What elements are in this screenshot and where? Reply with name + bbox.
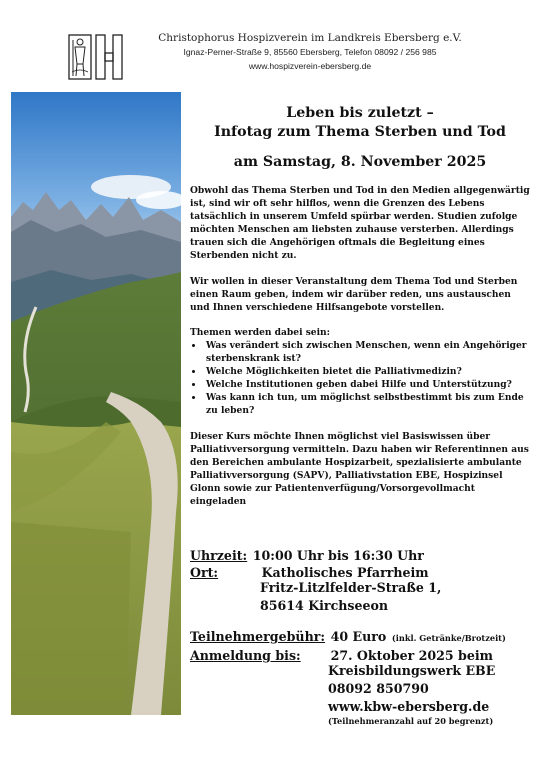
organization-name: Christophorus Hospizverein im Landkreis Ebersberg e.V. [158,32,462,44]
registration-label: Anmeldung bis: [190,648,301,663]
place-line2: Fritz-Litzlfelder-Straße 1, [260,580,442,595]
time-label: Uhrzeit: [190,548,248,563]
registration-phone: 08092 850790 [328,681,429,696]
course-paragraph: Dieser Kurs möchte Ihnen möglichst viel Basiswissen über Palliativversorgung vermitteln. Dazu haben wir Referentinnen aus den Bereichen ambulante Hospizarbeit, spezialisierte ambulante Palliativversorgung (SAPV), Palliativstation EBE, Hospizinsel Glonn sowie zur Patientenverfügung/Vorsorgevollmacht eingeladen [190,430,529,507]
letterhead [0,0,543,80]
fee-label: Teilnehmergebühr: [190,629,326,644]
main-text [190,104,530,520]
list-item: • Welche Institutionen geben dabei Hilfe und Unterstützung? [204,378,530,391]
place-line3: 85614 Kirchseeon [260,598,389,613]
purpose-paragraph: Wir wollen in dieser Veranstaltung dem Thema Tod und Sterben einen Raum geben, indem wir darüber reden, uns austauschen und Ihnen verschiedene Hilfsangebote vorstellen. [190,275,518,313]
place-label: Ort: [190,565,219,580]
mountain-path-photo [11,92,181,715]
fee-note: (inkl. Getränke/Brotzeit) [391,633,506,643]
topics-heading: Themen werden dabei sein: [190,326,331,338]
registration-deadline: 27. Oktober 2025 beim [330,648,493,663]
place-line1: Katholisches Pfarrheim [261,565,429,580]
event-title-line2: Infotag zum Thema Sterben und Tod [214,124,506,140]
list-item: • Was verändert sich zwischen Menschen, wenn ein Angehöriger sterbenskrank ist? [204,339,530,365]
event-date: am Samstag, 8. November 2025 [233,154,487,170]
time-value: 10:00 Uhr bis 16:30 Uhr [252,548,424,563]
list-item: • Welche Möglichkeiten bietet die Palliativmedizin? [204,365,530,378]
hospizverein-logo-icon [68,34,126,80]
topics-list [190,339,530,418]
registration-org: Kreisbildungswerk EBE [328,663,496,678]
registration-note: (Teilnehmeranzahl auf 20 begrenzt) [328,716,494,726]
organization-website[interactable]: www.hospizverein-ebersberg.de [248,61,372,71]
event-title-line1: Leben bis zuletzt – [286,105,434,121]
fee-value: 40 Euro [330,629,387,644]
list-item: • Was kann ich tun, um möglichst selbstbestimmt bis zum Ende zu leben? [204,391,530,417]
intro-paragraph: Obwohl das Thema Sterben und Tod in den Medien allgegenwärtig ist, sind wir oft sehr hilflos, wenn die Grenzen des Lebens tatsächlich in unserem Umfeld spürbar werden. Studien zufolge möchten Menschen am liebsten zuhause versterben. Allerdings trauen sich die Angehörigen oftmals die Begleitung eines Sterbenden nicht zu. [190,185,530,262]
registration-website[interactable]: www.kbw-ebersberg.de [328,699,490,714]
organization-address: Ignaz-Perner-Straße 9, 85560 Ebersberg, Telefon 08092 / 256 985 [183,47,437,57]
